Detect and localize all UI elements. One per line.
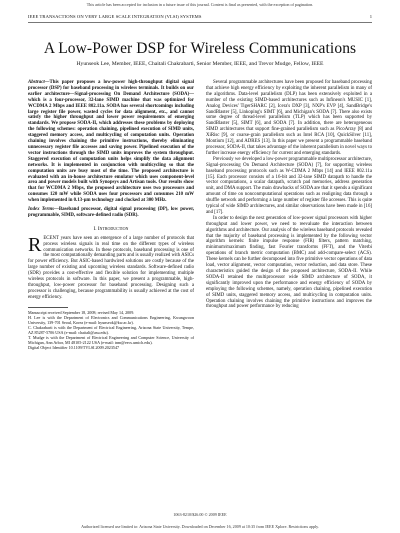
left-column [28, 80, 194, 350]
body-paragraph: In order to design the next generation of low-power signal processors with higher throughput and lower power, we need to reevaluate the interaction between algorithms and architecture. Our analysis of the wireless baseband protocols revealed that the majority of baseband processing is implemented by the following vector algorithm kernels: finite impulse response (FIR) filters, pattern matching, minimum/maximum finding, fast Fourier transforms (FFT), and the Viterbi operations of branch metric computation (BMC) and add-compare-select (ACS). These kernels can be further decomposed into five primitive vector operations of data load, vector alignment, vector computation, vector reduction, and data store. These characteristics guided the design of the proposed architecture, SODA-II. While SODA-II retained the multiprocessor wide SIMD architecture of SODA, it significantly improved upon the performance and energy efficiency of SODA by employing the following schemes, namely, operation chaining, pipelined execution of SIMD units, staggered memory access, and multicycling in computation units. Operation chaining involves chaining the primitive instructions and improves the throughput and power performance by reducing [206, 215, 372, 310]
right-column [206, 80, 372, 310]
footnote-mudge: T. Mudge is with the Department of Electrical Engineering and Computer Science, University of Michigan, Ann Arbor, MI 48105-2122 USA (e-mail: tnm@eecs.umich.edu). [28, 335, 194, 346]
body-paragraph: Several programmable architectures have been proposed for baseband processing that achieve high energy efficiency by exploiting the inherent parallelism in many of the algorithms. Data-level parallelism (DLP) has been extensively exploited in a number of the existing SIMD-based architectures such as Infineon's MUSIC [1], Analog Devices' TigerSHARC [2], Icera's DXP [3], NXP's EVP [4], SandBridge's SandBlaster [5], Linkoping's SIMT [6], and Michigan's SODA [7]. There also exists some degree of thread-level parallelism (TLP) which has been supported by SandBlaster [5], SIMT [6], and SODA [7]. In addition, there are heterogeneous SIMD architectures that support fine-grained parallelism such as PicoArray [8] and XiRisc [9], or coarse-grain parallelism such as Intel RCA [10], QuickSilver [11], Montium [12], and ADRES [13]. In this paper we present a programmable baseband processor, SODA-II, that takes advantage of the inherent parallelism in novel ways to further increase energy efficiency for current and emerging standards. [206, 80, 372, 156]
abstract-label: Abstract— [28, 80, 50, 85]
abstract-text: This paper proposes a low-power high-throughput digital signal processor (DSP) for baseband processing in wireless terminals. It builds on our earlier architecture—Signal-processing On Demand Architecture (SODA)—which is a four-processor, 32-lane SIMD machine that was optimized for WCDMA 2 Mbps and IEEE 802.11a. SODA has several shortcomings including large register file power, wasted cycles for data alignment, etc., and cannot satisfy the higher throughput and lower power requirements of emerging standards. We propose SODA-II, which addresses these problems by deploying the following schemes: operation chaining, pipelined execution of SIMD units, staggered memory access, and multicycling of computation units. Operation chaining involves chaining the primitive instructions, thereby eliminating unnecessary register file accesses and saving power. Pipelined execution of the vector instructions through the SIMD units improves the system throughput. Staggered execution of computation units helps simplify the data alignment networks. It is implemented in conjunction with multicycling so that the computation units are busy most of the time. The proposed architecture is evaluated with an in-house architecture emulator which uses component-level area and power models built with Synopsys and Artisan tools. Our results show that for WCDMA 2 Mbps, the proposed architecture uses two processors and consumes 120 mW while SODA uses four processors and consumes 210 mW when implemented in 0.13-μm technology and clocked at 300 MHz. [28, 80, 194, 204]
intro-text: ECENT years have seen an emergence of a large number of protocols that process wireless signals in real time on the different types of wireless communication networks. In these protocols, baseband processing is one of the most computationally demanding parts and is usually realized with ASICs for power efficiency. But ASIC-based hardwired solutions are costly because of the large number of existing and upcoming wireless standards. Software-defined radio (SDR) provides a cost-effective and flexible solution for implementing multiple wireless protocols in software. In this paper, we present a programmable, high-throughput, low-power processor for baseband processing. Designing such a processor is challenging, because programmability is usually achieved at the cost of energy efficiency. [28, 235, 195, 300]
license-line: Authorized licensed use limited to: Arizona State University. Downloaded on December 16, 2009 at 10:35 from IEEE Xplore. Restrictions apply. [81, 524, 319, 529]
index-terms-label: Index Terms— [28, 207, 59, 213]
index-terms-text: Baseband processor, digital signal processing (DP), low power, programmable, SIMD, software-defined radio (SDR). [28, 207, 194, 218]
abstract [28, 80, 194, 204]
paper-title: A Low-Power DSP for Wireless Communications [43, 40, 357, 57]
intro-paragraph [28, 233, 195, 301]
footnote-doi: Digital Object Identifier 10.1109/TVLSI.2009.2023547 [28, 345, 120, 351]
copyright-line: 1063-8210/$26.00 © 2009 IEEE [173, 512, 227, 517]
footnote-lee: H. Lee is with the Department of Electronics and Communications Engineering, Kwangwoon University, 139-701 Seoul, Korea (e-mail: hyunseok@kw.ac.kr). [28, 315, 194, 326]
page-number: 1 [369, 14, 372, 19]
drop-cap: R [28, 233, 42, 256]
acceptance-notice: This article has been accepted for inclusion in a future issue of this journal. Content is final as presented, with the exception of pagination. [86, 2, 314, 7]
author-list: Hyunseok Lee, Member, IEEE, Chaitali Chakrabarti, Senior Member, IEEE, and Trevor Mudge, Fellow, IEEE [76, 61, 324, 67]
journal-name: IEEE TRANSACTIONS ON VERY LARGE SCALE INTEGRATION (VLSI) SYSTEMS [28, 14, 202, 19]
footnote-received: Manuscript received September 18, 2008; revised May 14, 2009. [28, 310, 135, 316]
section-heading-introduction: I. Introduction [93, 225, 129, 232]
footnote-chakrabarti: C. Chakrabarti is with the Department of Electrical Engineering, Arizona State University, Tempe, AZ 85287-5706 USA (e-mail: chaitali@asu.edu). [28, 325, 194, 336]
body-paragraph: Previously we developed a low-power programmable multiprocessor architecture, Signal-processing On Demand Architecture (SODA) [7], for supporting wireless baseband processing protocols such as W-CDMA 2 Mbps [14] and IEEE 802.11a [15]. Each processor consists of a 16-bit and 32-lane SIMD datapath to handle the vector computations, a scalar datapath, scratch pad memories, address generation unit, and DMA support. The main drawbacks of SODA are that it spends a significant amount of time on nonconmputational operations such as realigning data through a shuffle network and performing a large number of register file accesses. This is quite typical of wide SIMD architectures, and similar observations have been made in [16] and [17]. [206, 156, 372, 215]
index-terms [28, 207, 194, 219]
header-rule [28, 22, 372, 23]
footnote-rule [28, 307, 68, 308]
